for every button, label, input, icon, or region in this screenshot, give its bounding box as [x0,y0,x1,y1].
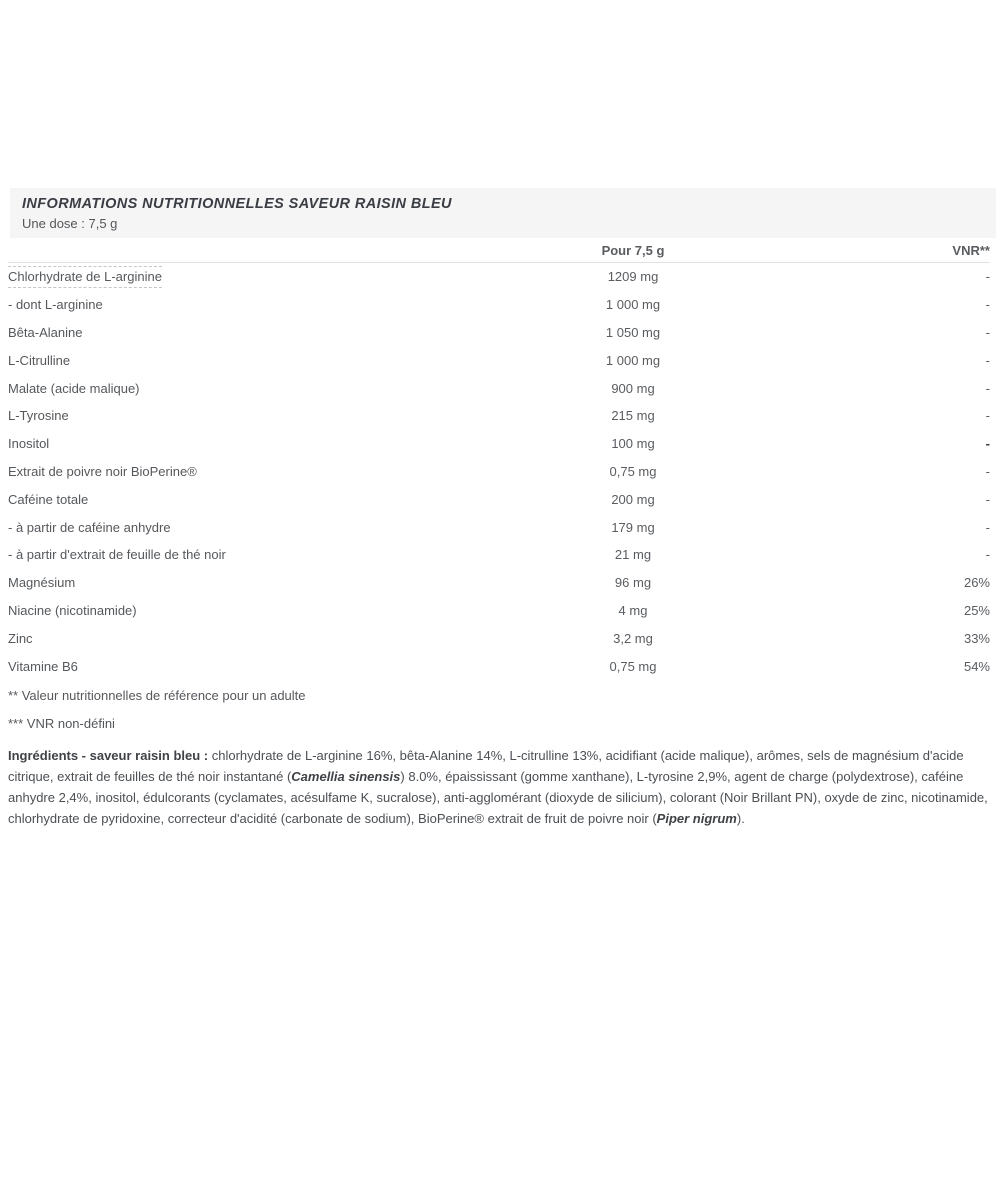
row-label: - à partir de caféine anhydre [8,519,171,535]
row-label: Extrait de poivre noir BioPerine® [8,463,197,479]
table-row [8,485,990,513]
row-value: 1 000 mg [605,297,661,313]
row-vnr: - [985,297,990,313]
row-value: 0,75 mg [609,658,657,674]
row-label: Malate (acide malique) [8,380,140,396]
row-value: 1 050 mg [605,324,661,340]
row-value: 179 mg [611,519,655,535]
row-label: Magnésium [8,575,76,591]
table-row [8,513,990,541]
row-label: Niacine (nicotinamide) [8,602,137,618]
table-row [8,346,990,374]
row-label: Bêta-Alanine [8,324,83,340]
row-label: Vitamine B6 [8,658,78,674]
table-row [8,374,990,402]
row-label: Zinc [8,630,33,646]
row-vnr: - [985,324,990,340]
row-vnr: 33% [963,630,990,646]
row-vnr: - [985,269,990,285]
row-label: - dont L-arginine [8,297,103,313]
ingredients-paragraph [8,745,988,829]
page-title: INFORMATIONS NUTRITIONNELLES SAVEUR RAISIN BLEU [22,196,452,212]
row-vnr: - [985,519,990,535]
row-label: - à partir d'extrait de feuille de thé noir [8,547,226,563]
table-row [8,319,990,347]
table-row [8,597,990,625]
row-label: L-Tyrosine [8,408,69,424]
row-value: 215 mg [611,408,655,424]
header-vnr: VNR** [952,242,990,258]
row-value: 900 mg [611,380,655,396]
row-label: Caféine totale [8,491,89,507]
row-value: 3,2 mg [613,630,653,646]
table-row [8,569,990,597]
row-value: 200 mg [611,491,655,507]
table-row [8,291,990,319]
table-row [8,430,990,458]
ingredients-species-camellia: Camellia sinensis [291,768,401,784]
row-value: 0,75 mg [609,463,657,479]
row-vnr: - [985,547,990,563]
footnote-adult-reference: ** Valeur nutritionnelles de référence pour un adulte [8,687,306,703]
row-vnr: - [985,463,990,479]
row-value: 100 mg [611,436,655,452]
row-value: 96 mg [614,575,652,591]
row-value: 21 mg [614,547,652,563]
table-row [8,458,990,486]
row-vnr: - [985,436,990,452]
footnote-vnr-undefined: *** VNR non-défini [8,715,115,731]
row-vnr: 54% [963,658,990,674]
row-label [8,266,450,288]
ingredients-species-piper: Piper nigrum [656,810,737,826]
row-vnr: - [985,380,990,396]
row-value: 4 mg [618,602,648,618]
ingredients-text-1: chlorhydrate de L-arginine 16%, bêta-Alanine 14%, L-citrulline 13%, acidifiant (acide malique), arômes, sels de magnésium d'acide citrique, extrait de feuilles de thé noir instantané ( [8,747,964,784]
row-label-term: Chlorhydrate de L-arginine [8,266,162,288]
row-vnr: - [985,408,990,424]
table-row [8,263,990,291]
row-value: 1 000 mg [605,352,661,368]
row-value: 1209 mg [607,269,659,285]
ingredients-text-2: ) 8.0%, épaississant (gomme xanthane), L-tyrosine 2,9%, agent de charge (polydextrose), caféine anhydre 2,4%, inositol, édulcorants (cyclamates, acésulfame K, sucralose), anti-agglomérant (dioxyde de silicium), colorant (Noir Brillant PN), oxyde de zinc, nicotinamide, chlorhydrate de pyridoxine, correcteur d'acidité (carbonate de sodium), BioPerine® extrait de fruit de poivre noir ( [8,768,988,826]
nutrition-header-box [10,188,996,238]
dose-subtitle: Une dose : 7,5 g [22,216,118,231]
table-row [8,624,990,652]
nutrition-table [8,238,990,680]
row-vnr: 26% [963,575,990,591]
header-amount: Pour 7,5 g [601,242,665,258]
row-label: L-Citrulline [8,352,71,368]
row-vnr: - [985,491,990,507]
table-header-row [8,238,990,263]
table-row [8,652,990,680]
table-row [8,541,990,569]
ingredients-label: Ingrédients - saveur raisin bleu : [8,747,209,763]
row-label: Inositol [8,436,50,452]
ingredients-text-3: ). [736,810,745,826]
row-vnr: - [985,352,990,368]
table-row [8,402,990,430]
row-vnr: 25% [963,602,990,618]
